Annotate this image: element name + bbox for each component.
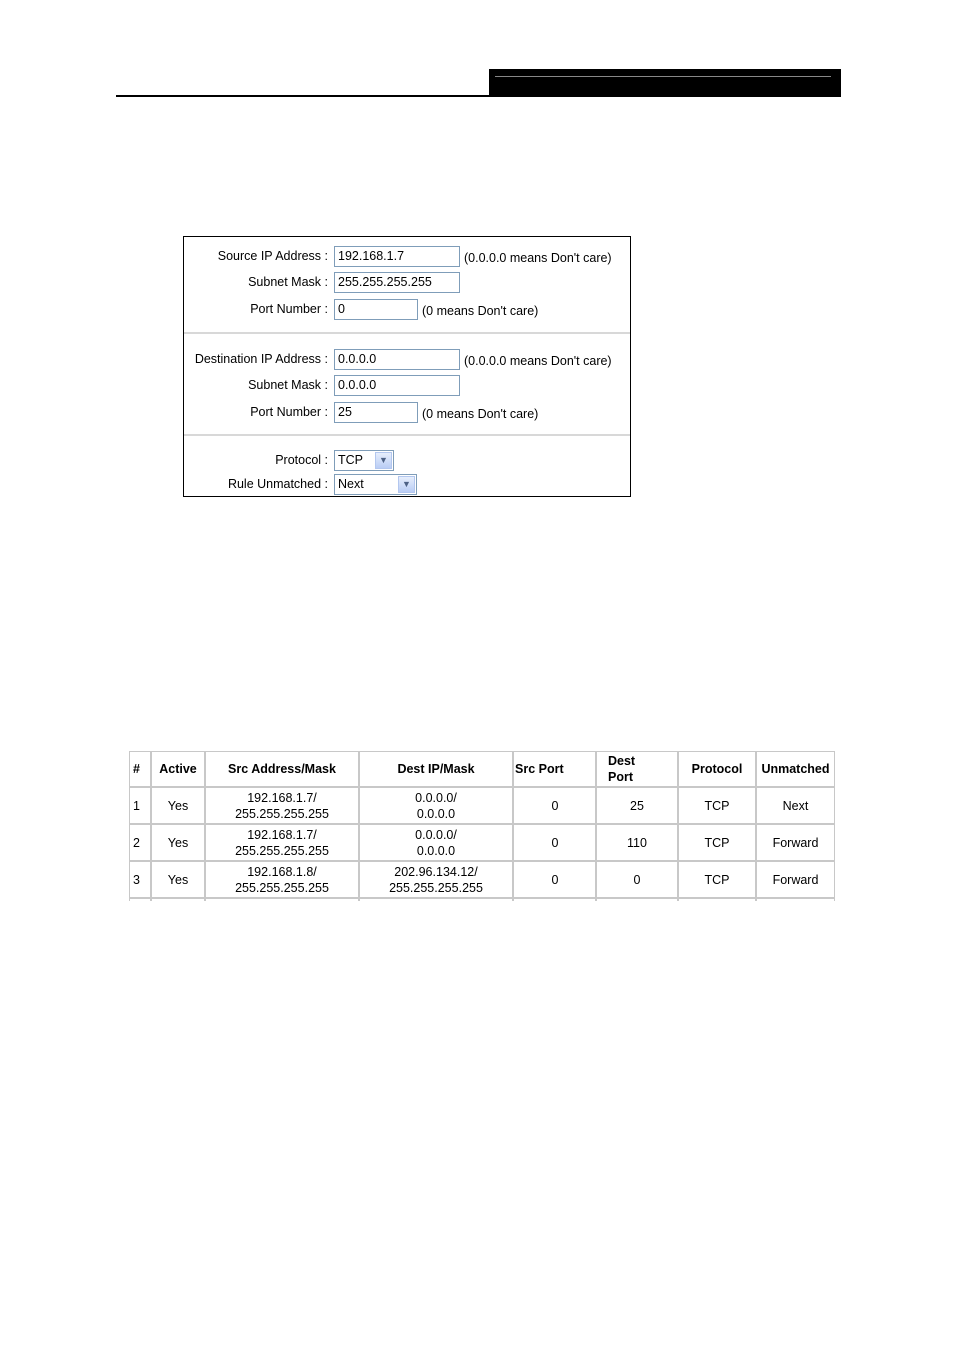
- col-header-src-port: Src Port: [513, 751, 596, 787]
- source-mask-label: Subnet Mask :: [248, 275, 328, 289]
- col-header-protocol: Protocol: [678, 751, 756, 787]
- dest-mask-label: Subnet Mask :: [248, 378, 328, 392]
- header-bar: [489, 69, 841, 97]
- col-header-dest-port-line1: Dest: [608, 754, 636, 768]
- section-divider: [184, 434, 630, 436]
- dest-ip-input[interactable]: 0.0.0.0: [334, 349, 460, 370]
- cell-src-ip: 192.168.1.8/: [247, 864, 317, 879]
- col-header-dest-port-line2: Port: [608, 770, 633, 784]
- cell-num: 1: [129, 787, 151, 824]
- source-ip-hint: (0.0.0.0 means Don't care): [464, 251, 612, 265]
- cell-src-port: 0: [513, 787, 596, 824]
- tail-cell: [756, 898, 835, 901]
- protocol-value: TCP: [338, 453, 363, 467]
- cell-dest-port: 110: [596, 824, 678, 861]
- col-header-dest-port: [596, 751, 678, 787]
- header-rule: [116, 95, 841, 97]
- chevron-down-icon[interactable]: ▼: [398, 476, 415, 493]
- cell-src: [205, 824, 359, 861]
- cell-dest: [359, 787, 513, 824]
- tail-cell: [678, 898, 756, 901]
- dest-port-hint: (0 means Don't care): [422, 407, 539, 421]
- cell-dest-ip: 202.96.134.12/: [394, 864, 478, 879]
- cell-num: 2: [129, 824, 151, 861]
- col-header-dest: Dest IP/Mask: [359, 751, 513, 787]
- cell-active: Yes: [151, 861, 205, 898]
- col-header-unmatched: Unmatched: [756, 751, 835, 787]
- source-port-row: [184, 297, 538, 321]
- cell-src-port: 0: [513, 824, 596, 861]
- source-ip-input[interactable]: 192.168.1.7: [334, 246, 460, 267]
- cell-dest-port: 25: [596, 787, 678, 824]
- dest-mask-row: [184, 373, 460, 397]
- cell-src-mask: 255.255.255.255: [235, 806, 329, 821]
- col-header-num: #: [129, 751, 151, 787]
- col-header-src: Src Address/Mask: [205, 751, 359, 787]
- rule-unmatched-select[interactable]: [334, 474, 417, 495]
- cell-active: Yes: [151, 787, 205, 824]
- cell-unmatched: Next: [756, 787, 835, 824]
- cell-dest: [359, 824, 513, 861]
- cell-src-port: 0: [513, 861, 596, 898]
- cell-active: Yes: [151, 824, 205, 861]
- cell-src-ip: 192.168.1.7/: [247, 790, 317, 805]
- protocol-row: [184, 448, 394, 472]
- cell-protocol: TCP: [678, 787, 756, 824]
- cell-src-mask: 255.255.255.255: [235, 843, 329, 858]
- tail-cell: [205, 898, 359, 901]
- table-row: [129, 787, 835, 824]
- dest-port-label: Port Number :: [250, 405, 328, 419]
- dest-ip-hint: (0.0.0.0 means Don't care): [464, 354, 612, 368]
- dest-port-input[interactable]: 25: [334, 402, 418, 423]
- cell-dest-ip: 0.0.0.0/: [415, 790, 457, 805]
- source-port-label: Port Number :: [250, 302, 328, 316]
- chevron-down-icon[interactable]: ▼: [375, 452, 392, 469]
- cell-src: [205, 861, 359, 898]
- cell-num: 3: [129, 861, 151, 898]
- rule-unmatched-value: Next: [338, 477, 364, 491]
- rule-unmatched-row: [184, 472, 417, 496]
- cell-dest-port: 0: [596, 861, 678, 898]
- rules-table: [129, 751, 835, 901]
- source-port-hint: (0 means Don't care): [422, 304, 539, 318]
- table-header-row: [129, 751, 835, 787]
- tail-cell: [359, 898, 513, 901]
- dest-mask-input[interactable]: 0.0.0.0: [334, 375, 460, 396]
- cell-protocol: TCP: [678, 861, 756, 898]
- cell-dest-mask: 0.0.0.0: [416, 806, 456, 821]
- section-divider: [184, 332, 630, 334]
- rule-form-panel: [183, 236, 631, 497]
- cell-dest: [359, 861, 513, 898]
- cell-src-ip: 192.168.1.7/: [247, 827, 317, 842]
- table-tail-row: [129, 898, 835, 901]
- cell-unmatched: Forward: [756, 824, 835, 861]
- tail-cell: [596, 898, 678, 901]
- cell-dest-ip: 0.0.0.0/: [415, 827, 457, 842]
- table-row: [129, 824, 835, 861]
- cell-unmatched: Forward: [756, 861, 835, 898]
- tail-cell: [513, 898, 596, 901]
- source-port-input[interactable]: 0: [334, 299, 418, 320]
- cell-dest-mask: 255.255.255.255: [389, 880, 483, 895]
- rule-unmatched-label: Rule Unmatched :: [227, 477, 328, 491]
- cell-src-mask: 255.255.255.255: [235, 880, 329, 895]
- cell-dest-mask: 0.0.0.0: [416, 843, 456, 858]
- tail-cell: [151, 898, 205, 901]
- tail-cell: [129, 898, 151, 901]
- source-ip-row: [184, 244, 612, 268]
- cell-src: [205, 787, 359, 824]
- cell-protocol: TCP: [678, 824, 756, 861]
- dest-port-row: [184, 400, 538, 424]
- protocol-label: Protocol :: [275, 453, 328, 467]
- table-row: [129, 861, 835, 898]
- col-header-active: Active: [151, 751, 205, 787]
- protocol-select[interactable]: [334, 450, 394, 471]
- source-ip-label: Source IP Address :: [217, 249, 328, 263]
- source-mask-row: [184, 270, 460, 294]
- source-mask-input[interactable]: 255.255.255.255: [334, 272, 460, 293]
- dest-ip-row: [184, 347, 612, 371]
- dest-ip-label: Destination IP Address :: [194, 352, 328, 366]
